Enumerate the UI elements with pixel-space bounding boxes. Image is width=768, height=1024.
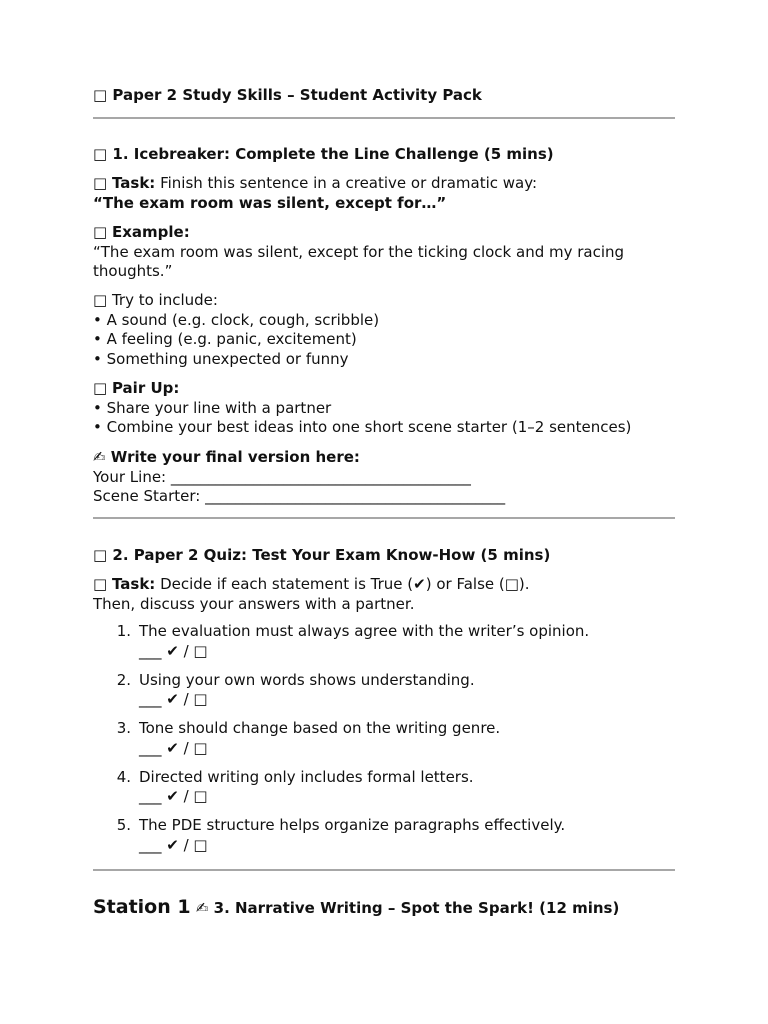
quiz-item-number: 3. <box>116 719 131 737</box>
list-item: • A sound (e.g. clock, cough, scribble) <box>93 310 380 329</box>
quiz-item-text: Directed writing only includes formal letters. <box>139 767 474 786</box>
section2-heading <box>93 546 675 566</box>
pair-label: Pair Up: <box>111 379 180 397</box>
quiz-item-number: 1. <box>116 622 131 640</box>
writing-hand-icon: ✍ <box>195 899 209 917</box>
section2-task <box>93 575 675 614</box>
quiz-answer-blank[interactable]: ___ ✔ / □ <box>139 787 208 805</box>
section2-heading-text: 2. Paper 2 Quiz: Test Your Exam Know-How (5 mins) <box>112 546 551 564</box>
quiz-item <box>93 622 675 661</box>
quiz-item-number: 2. <box>116 670 131 689</box>
write-label: Write your final version here: <box>105 448 360 466</box>
section2-icon: □ <box>93 546 108 564</box>
section1-pair-up <box>93 379 675 438</box>
include-icon: □ <box>93 291 108 309</box>
task-text: Decide if each statement is True (✔) or False (□). <box>155 575 530 593</box>
quiz-answer-blank[interactable]: ___ ✔ / □ <box>139 738 208 757</box>
station-label: Station 1 <box>93 896 191 918</box>
page-title <box>93 86 675 106</box>
section1-icon: □ <box>93 145 108 163</box>
list-item: • Share your line with a partner <box>93 398 332 417</box>
example-label: Example: <box>111 223 190 241</box>
your-line-field[interactable]: Your Line: ________________________________________ <box>93 467 471 486</box>
section1-heading-text: 1. Icebreaker: Complete the Line Challenge (5 mins) <box>112 145 554 163</box>
quiz-item-text: The evaluation must always agree with the writer’s opinion. <box>139 622 590 640</box>
quiz-item <box>93 816 675 855</box>
title-icon: □ <box>93 86 108 104</box>
quiz-answer-blank[interactable]: ___ ✔ / □ <box>139 641 208 660</box>
task-label: Task: <box>111 575 156 593</box>
quiz-item <box>93 768 675 807</box>
divider <box>93 517 675 519</box>
quiz-item <box>93 671 675 710</box>
list-item: • A feeling (e.g. panic, excitement) <box>93 330 357 348</box>
divider <box>93 117 675 119</box>
task-text: Finish this sentence in a creative or dramatic way: <box>155 174 538 192</box>
quiz-item-number: 5. <box>116 816 131 834</box>
quiz-answer-blank[interactable]: ___ ✔ / □ <box>139 835 208 854</box>
task-label: Task: <box>111 174 156 192</box>
list-item: • Combine your best ideas into one short scene starter (1–2 sentences) <box>93 418 632 436</box>
section3-heading <box>93 898 675 919</box>
include-label: Try to include: <box>107 291 218 309</box>
quiz-list <box>93 622 675 865</box>
section1-example <box>93 223 675 282</box>
task-text-line2: Then, discuss your answers with a partner. <box>93 594 415 613</box>
section1-include <box>93 291 675 369</box>
scene-starter-field[interactable]: Scene Starter: ________________________________________ <box>93 487 506 505</box>
section1-heading <box>93 145 675 165</box>
task-icon: □ <box>93 575 108 593</box>
pair-icon: □ <box>93 379 108 397</box>
writing-hand-icon: ✍ <box>93 448 106 466</box>
quiz-item <box>93 719 675 758</box>
example-icon: □ <box>93 223 108 241</box>
title-text: Paper 2 Study Skills – Student Activity Pack <box>112 86 482 104</box>
quiz-answer-blank[interactable]: ___ ✔ / □ <box>139 690 208 708</box>
section3-heading-text: 3. Narrative Writing – Spot the Spark! (12 mins) <box>208 899 620 917</box>
quiz-item-text: Tone should change based on the writing genre. <box>139 719 501 737</box>
task-icon: □ <box>93 174 108 192</box>
sentence-prompt: “The exam room was silent, except for…” <box>93 193 447 212</box>
quiz-item-number: 4. <box>116 767 131 786</box>
quiz-item-text: Using your own words shows understanding. <box>139 670 475 689</box>
section1-write <box>93 448 675 507</box>
quiz-item-text: The PDE structure helps organize paragraphs effectively. <box>139 816 566 834</box>
example-text: “The exam room was silent, except for the ticking clock and my racing thoughts.” <box>93 242 625 280</box>
divider <box>93 869 675 871</box>
list-item: • Something unexpected or funny <box>93 349 349 368</box>
section1-task <box>93 174 675 213</box>
